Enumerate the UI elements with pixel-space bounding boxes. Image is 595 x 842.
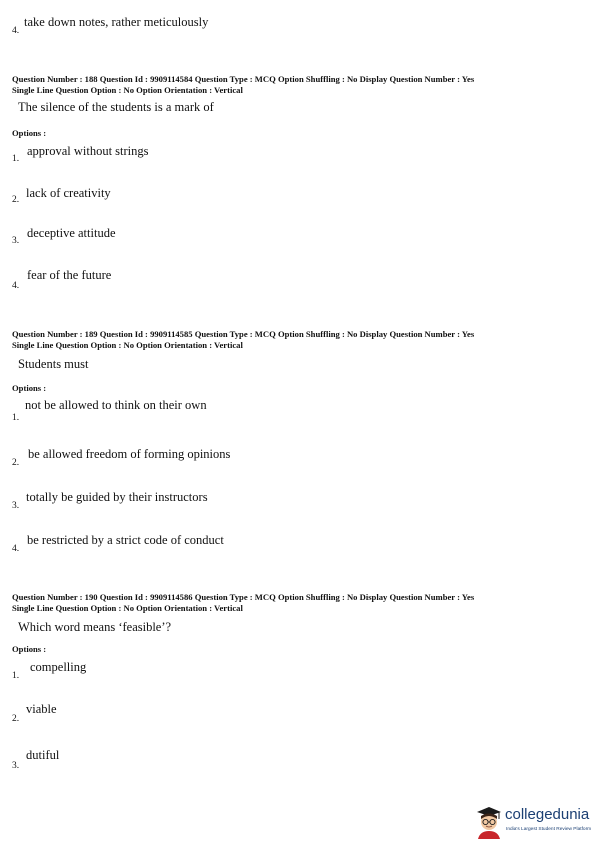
question-meta (12, 329, 587, 350)
question-meta-line-2: Single Line Question Option : No Option Orientation : Vertical (12, 339, 243, 350)
question-meta-line-1: Question Number : 190 Question Id : 9909114586 Question Type : MCQ Option Shuffling : No Display Question Number : Yes (12, 592, 475, 602)
option-number: 4. (12, 544, 20, 554)
option-text: be allowed freedom of forming opinions (28, 447, 231, 461)
option-number: 3. (12, 761, 20, 771)
option-text: fear of the future (27, 268, 112, 282)
option-text: deceptive attitude (27, 226, 116, 240)
options-label: Options : (12, 383, 47, 393)
option-text: not be allowed to think on their own (25, 398, 207, 412)
option-number: 1. (12, 154, 20, 164)
question-meta (12, 592, 587, 613)
option-text: approval without strings (27, 144, 149, 158)
option-text: compelling (30, 660, 87, 674)
question-meta-line-1: Question Number : 189 Question Id : 9909114585 Question Type : MCQ Option Shuffling : No Display Question Number : Yes (12, 329, 475, 339)
question-meta-line-2: Single Line Question Option : No Option Orientation : Vertical (12, 84, 243, 95)
option-text: lack of creativity (26, 186, 111, 200)
option-number: 2. (12, 458, 20, 468)
logo-wordmark: collegedunia (505, 806, 590, 823)
option-number: 4. (12, 281, 20, 291)
options-label: Options : (12, 644, 47, 654)
option-number: 1. (12, 413, 20, 423)
option-number: 1. (12, 671, 20, 681)
option-number: 3. (12, 501, 20, 511)
option-text: totally be guided by their instructors (26, 490, 208, 504)
question-text: Which word means ‘feasible’? (18, 620, 172, 634)
collegedunia-logo (472, 803, 595, 839)
question-meta-line-2: Single Line Question Option : No Option Orientation : Vertical (12, 602, 243, 613)
option-number: 2. (12, 195, 20, 205)
logo-tagline: India's Largest Student Review Platform (506, 827, 592, 832)
option-number: 3. (12, 236, 20, 246)
student-mascot-icon (472, 803, 504, 839)
option-number: 4. (12, 26, 20, 36)
question-meta (12, 74, 587, 95)
option-text: be restricted by a strict code of conduct (27, 533, 224, 547)
option-text: viable (26, 702, 57, 716)
option-text: dutiful (26, 748, 60, 762)
options-label: Options : (12, 128, 47, 138)
option-number: 2. (12, 714, 20, 724)
question-text: Students must (18, 357, 89, 371)
option-text: take down notes, rather meticulously (24, 15, 209, 29)
question-meta-line-1: Question Number : 188 Question Id : 9909114584 Question Type : MCQ Option Shuffling : No Display Question Number : Yes (12, 74, 475, 84)
question-text: The silence of the students is a mark of (18, 100, 214, 114)
